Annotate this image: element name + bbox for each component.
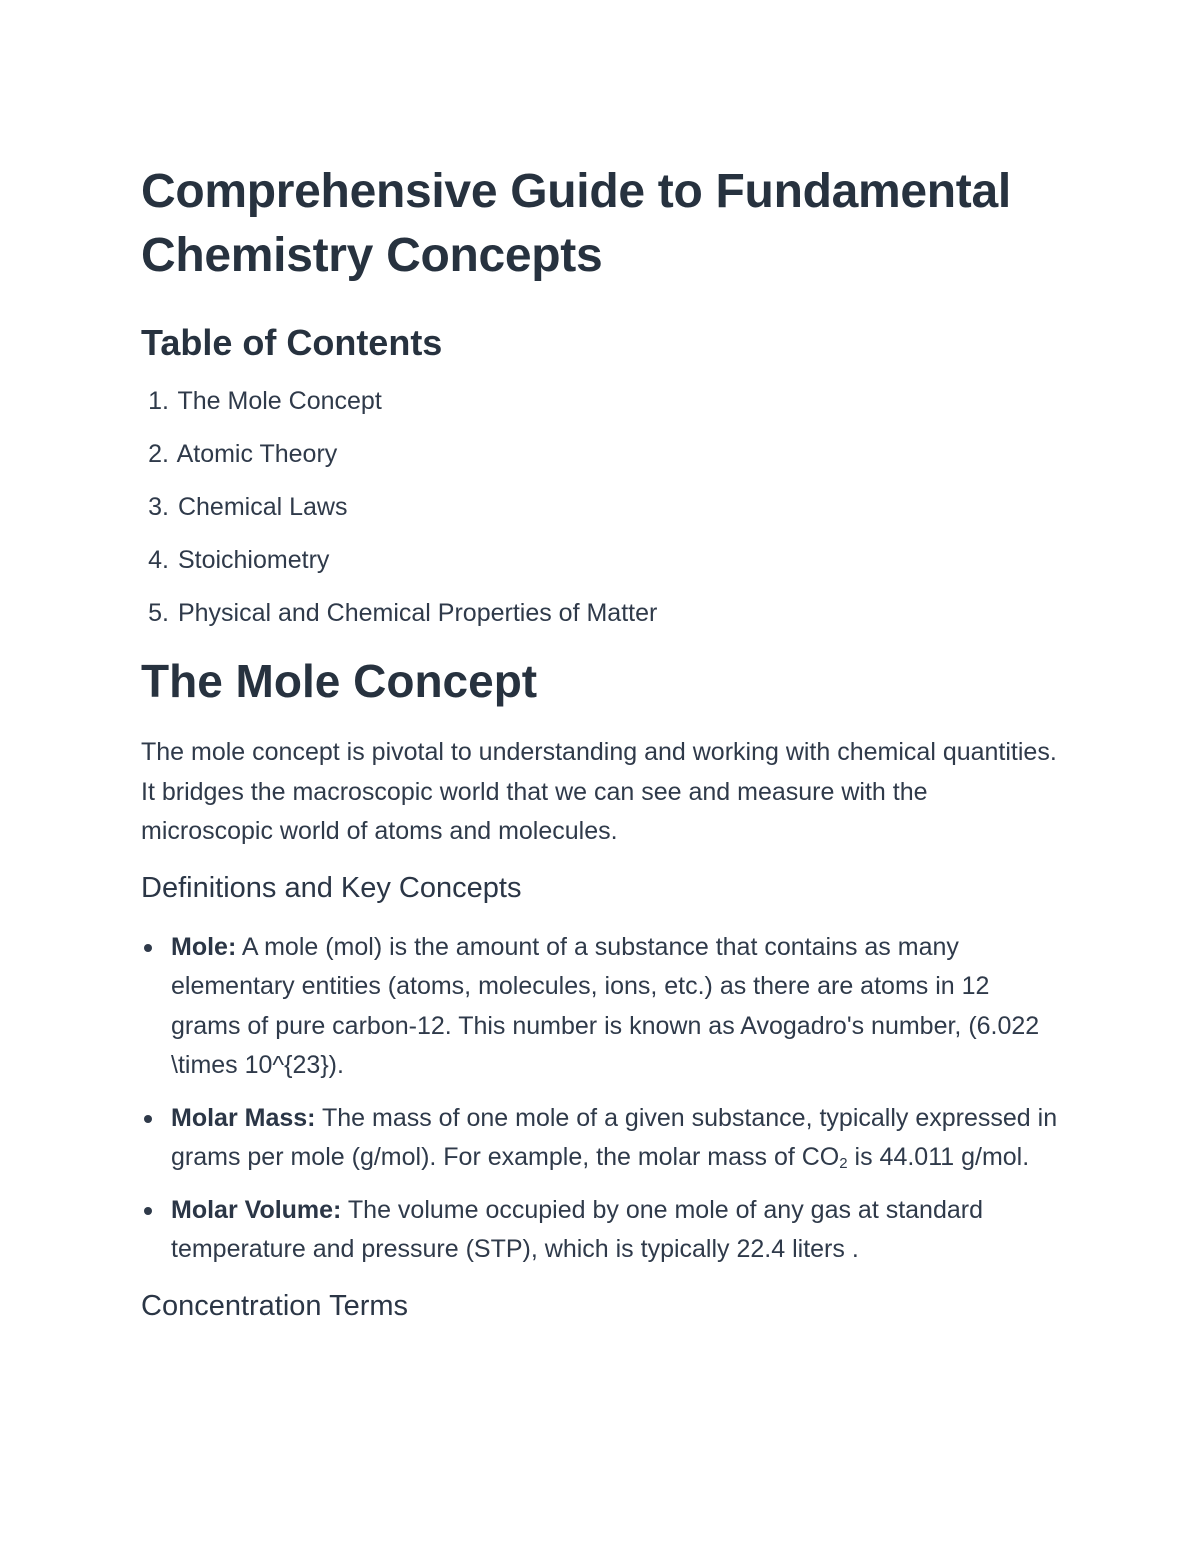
section-heading-mole-concept: The Mole Concept <box>141 655 538 707</box>
toc-item-label: Atomic Theory <box>176 440 338 468</box>
toc-item <box>141 439 1061 469</box>
definition-item-mole <box>141 928 1061 1086</box>
section-intro-paragraph: The mole concept is pivotal to understanding and working with chemical quantities. It bridges the macroscopic world that we can see and measure with the microscopic world of atoms and molecules. <box>141 738 1057 845</box>
toc-item-number: 5. <box>148 599 169 627</box>
toc-item-number: 1. <box>148 387 169 415</box>
toc-item <box>141 598 1061 628</box>
toc-heading: Table of Contents <box>141 322 443 363</box>
concentration-terms-heading: Concentration Terms <box>141 1289 409 1322</box>
toc-item-label: Physical and Chemical Properties of Matter <box>177 599 658 627</box>
toc-item <box>141 386 1061 416</box>
document-page <box>141 160 1061 1328</box>
toc-item-label: Stoichiometry <box>177 546 330 574</box>
bullet-icon <box>144 1115 152 1123</box>
toc-item <box>141 545 1061 575</box>
toc-item-number: 3. <box>148 493 169 521</box>
definitions-list <box>141 928 1061 1270</box>
definition-text: A mole (mol) is the amount of a substance that contains as many elementary entities (atoms, molecules, ions, etc.) as there are atoms in 12 grams of pure carbon-12. This number is known as Avogadro's number, (6.022 \times 10^{23}). <box>171 932 1040 1079</box>
toc-item-number: 4. <box>148 546 169 574</box>
definition-text: The volume occupied by one mole of any gas at standard temperature and pressure (STP), which is typically 22.4 liters . <box>171 1195 983 1263</box>
table-of-contents <box>141 386 1061 628</box>
definition-item-molar-mass <box>141 1099 1061 1178</box>
definition-term: Mole: <box>171 932 237 961</box>
document-title: Comprehensive Guide to Fundamental Chemistry Concepts <box>141 165 1011 282</box>
bullet-icon <box>144 944 152 952</box>
chemical-subscript: 2 <box>839 1155 848 1172</box>
toc-item-label: The Mole Concept <box>177 387 382 415</box>
definition-term: Molar Mass: <box>171 1103 316 1132</box>
definition-text: The mass of one mole of a given substance, typically expressed in grams per mole (g/mol). For example, the molar mass of CO <box>171 1103 1058 1171</box>
definition-text-continued: is 44.011 g/mol. <box>847 1143 1030 1171</box>
toc-item <box>141 492 1061 522</box>
toc-item-number: 2. <box>148 440 169 468</box>
definitions-heading: Definitions and Key Concepts <box>141 871 522 904</box>
toc-item-label: Chemical Laws <box>177 493 348 521</box>
definition-item-molar-volume <box>141 1191 1061 1270</box>
bullet-icon <box>144 1207 152 1215</box>
definition-term: Molar Volume: <box>171 1195 342 1224</box>
